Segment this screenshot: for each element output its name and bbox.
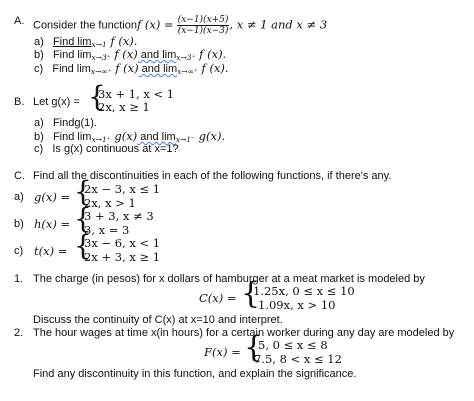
item-b-a <box>34 117 97 130</box>
limit-subscript: x→1 <box>91 40 107 49</box>
problem-1-text: The charge (in pesos) for x dollars of hamburger at a meat market is modeled by <box>33 273 425 285</box>
function-f-condition: , x ≠ 1 and x ≠ 3 <box>229 17 328 32</box>
g-case-2: 2x, x ≥ 1 <box>98 100 150 114</box>
item-text: Is g(x) continuous at x=1? <box>52 143 179 155</box>
F-case-2: 7.5, 8 < x ≤ 12 <box>254 352 342 366</box>
item-label: c) <box>34 63 44 75</box>
problem-2-number: 2. <box>14 327 24 339</box>
brace-symbol: { <box>74 229 92 262</box>
item-c-b-label: b) <box>14 218 24 230</box>
section-b-letter: B. <box>14 96 25 108</box>
brace-symbol: { <box>244 330 264 365</box>
limit-subscript: x→∞⁺ <box>90 67 112 76</box>
t-case-1: 3x − 6, x < 1 <box>84 236 161 250</box>
problem-2-followup: Find any discontinuity in this function, and explain the significance. <box>33 368 357 380</box>
item-text: Find lim <box>52 36 92 48</box>
h-case-2: 3, x = 3 <box>84 223 130 237</box>
item-c-c-label: c) <box>14 245 24 257</box>
h-case-1: 3 + 3, x ≠ 3 <box>84 209 154 223</box>
function-F-label: F(x) = <box>204 345 241 359</box>
limit-subscript-2: x→3⁺ <box>176 53 196 62</box>
g2-case-1: 2x − 3, x ≤ 1 <box>84 182 161 196</box>
brace-symbol: { <box>88 80 106 113</box>
limit-subscript-2: x→∞⁺ <box>177 67 198 76</box>
function-f-fraction <box>177 15 230 36</box>
item-expr: f (x). <box>106 34 138 48</box>
item-expr: f (x) <box>110 47 138 61</box>
item-label: c) <box>34 143 44 155</box>
item-label: a) <box>34 117 44 129</box>
item-expr: f (x) <box>111 61 139 75</box>
item-c-a-label: a) <box>14 191 24 203</box>
item-expr-2: f (x). <box>195 47 227 61</box>
section-a-intro <box>33 15 327 36</box>
g-case-1: 3x + 1, x < 1 <box>98 87 175 101</box>
function-t-label: t(x) = <box>34 244 68 258</box>
brace-symbol: { <box>74 175 92 208</box>
c-case-1: 1.25x, 0 ≤ x ≤ 10 <box>253 284 355 298</box>
function-g-label: g(x) = <box>34 190 71 204</box>
limit-subscript-2: x→1⁻ <box>175 135 195 144</box>
fraction-numerator: (x−1)(x+5) <box>177 15 229 25</box>
function-f-label: f (x) = <box>136 17 174 32</box>
brace-symbol: { <box>241 276 261 311</box>
F-case-1: 5, 0 ≤ x ≤ 8 <box>258 338 328 352</box>
g2-case-2: 2x, x > 1 <box>84 196 136 210</box>
item-and: and lim <box>137 49 177 61</box>
item-text: Findg(1). <box>52 117 97 129</box>
item-text: Find lim <box>52 63 91 75</box>
section-a-letter: A. <box>14 15 25 27</box>
brace-symbol: { <box>74 202 92 235</box>
item-label: a) <box>34 36 44 48</box>
section-c-letter: C. <box>14 170 25 182</box>
item-b-c <box>34 143 179 156</box>
limit-subscript: x→3⁺ <box>91 53 111 62</box>
function-c-label: C(x) = <box>199 291 237 305</box>
item-text: Find lim <box>52 131 92 143</box>
problem-1-number: 1. <box>14 273 24 285</box>
item-and: and lim <box>137 131 176 143</box>
item-label: b) <box>34 131 44 143</box>
problem-2-text: The hour wages at time x(in hours) for a certain worker during any day are modeled by <box>33 327 455 339</box>
section-a-intro-text: Consider the function <box>33 19 137 32</box>
limit-subscript: x→1⁺ <box>91 135 111 144</box>
item-label: b) <box>34 49 44 61</box>
c-case-2: 1.09x, x > 10 <box>258 298 336 312</box>
section-c-intro: Find all the discontinuities in each of the following functions, if there's any. <box>33 170 392 182</box>
item-expr: g(x) <box>110 129 138 143</box>
section-b-intro: Let g(x) = <box>33 96 80 108</box>
problem-1-followup: Discuss the continuity of C(x) at x=10 and interpret. <box>33 314 283 326</box>
item-and: and lim <box>138 63 178 75</box>
item-text: Find lim <box>52 49 92 61</box>
item-expr-2: g(x). <box>194 129 226 143</box>
t-case-2: 2x + 3, x ≥ 1 <box>84 250 161 264</box>
item-expr-2: f (x). <box>197 61 229 75</box>
item-a-c <box>34 62 229 78</box>
fraction-denominator: (x−1)(x−3) <box>177 26 229 36</box>
function-h-label: h(x) = <box>34 217 71 231</box>
